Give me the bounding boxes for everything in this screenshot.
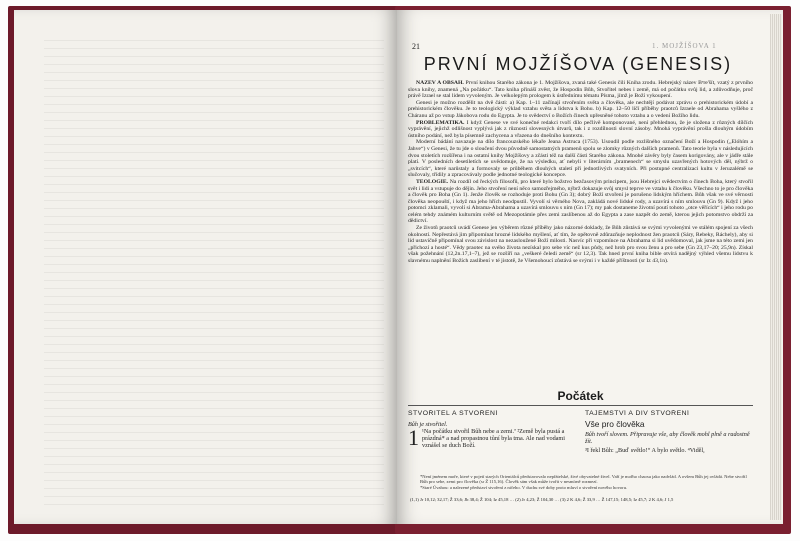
intro-paragraph: PROBLEMATIKA. I když Genese ve své konečné redakci tvoří dílo pečlivě komponované, není přehlednou, že je složena z různých dílčích vyprávění, jejichž odlišnost vyplývá jak z různosti slovesných útvarů, tak i z rozdílnosti slovní zásoby. Mnohá vyprávění prošla dlouhým údobím ústního podání, než byla písemně zachycena a vřazena do dnešního kontextu. bbox=[408, 119, 753, 139]
intro-paragraph: NÁZEV A OBSAH. První knihou Starého zákona je 1. Mojžíšova, zvaná také Genesis čili Kniha zrodu. Hebrejský název Bᵉre'šít, vzatý z prvního slova knihy, znamená „Na počátku“. Tato kniha přináší zvěst, že Hospodin Bůh, Stvořitel nebes i země, má od počátku svůj lid, a zdůvodňuje, proč právě Izrael se stal lidem vyvoleným. Je velkolepým prologem k ústřednímu tématu Písma, jímž je Boží vykoupení. bbox=[408, 80, 753, 100]
introduction bbox=[408, 80, 753, 388]
page-stack-edge bbox=[770, 14, 782, 520]
right-column bbox=[585, 410, 750, 473]
intro-paragraph: Genesi je možno rozdělit na dvě části: a) Kap. 1–11 začínají stvořením světa a člověka, ale nechtějí podávat zprávu o prehistorickém údobí a prehistorickém člověku. Je to teologický výklad vztahu světa a lidstva k Bohu. b) Kap. 12–50 líčí příběhy praotců Izraele od Abrahama vyšlého z Cháranu až po vstup Jákobova rodu do Egypta. Je to svědectví o Božích činech upřesněné tohoto vztahu a o vedení Božího lidu. bbox=[408, 99, 753, 119]
footnote: *Není jménem moře, které v pojetí starých Orientálců představovalo nepřátelské, živé obyvatelné živel. Vaří je mořho chaosu jako nadvlád. A ovšem Bůh jej ovládá. Nebe stvořil Bůh pro sebe, zemi pro člověka (sr Ž 115,16). Člověk sám však může tvořit v nesmírně rozmezí. bbox=[420, 474, 747, 485]
intro-paragraph: Ze životů praotců uvádí Genese jen výběrem různé příběhy jako názorné doklady, že Bůh zůstává se svými vyvolenými ve stálém spojení za všech okolností. Nepřestává jim připomínat hrozné lidského myšlení, ať tím, že opětovně zdůrazňuje neplodnost žen praotců (Sáry, Rebeky, Ráchely), aby si lid ustavičně připomínal svou závislost na nezasloužené Boží milosti. Nasvíc při vzpomínce na Abrahama si lid uvědomoval, jak jsme na této zemi jen „přichozí a hosté“. Vědy praotec na svého života nezískal pro sebe víc než kus půdy, než hrob pro svou ženu a pro sebe (Gn 23,17–20; 25,9n). Získal však požehnání (12,2n.17,1–7), jež se rozšíří na „veškeré čeledi země“ (sr 12,3). Tak hned první kniha bible otvírá nadějný výhled všemu lidstvu k slavnému naplnění Božích zaslíbení v té jistotě, že Všemohoucí zůstává se svými i v každé příštnosti (sr Iz 43,1n). bbox=[408, 225, 753, 265]
column-subheading: Vše pro člověka bbox=[585, 419, 645, 429]
footnote: *Staré Úvahou: a nalezené představí stvoření z ničeho. V duchu své doby proto mluví o stvoření nového hovoru. bbox=[420, 484, 628, 490]
left-page-blank bbox=[14, 10, 397, 524]
book-title: PRVNÍ MOJŽÍŠOVA (GENESIS) bbox=[423, 54, 733, 74]
footnotes bbox=[420, 474, 754, 496]
cross-references: (1,1) Jr 10,12; 32,17; Ž 33,6; Jb 38,4; Ž 104; Iz 45,18 … (2) Jr 4,23; Ž 104,30 … (3) 2 K 4,6; Ž 33,9 … Ž 147,15; 148,5; Iz 45,7; 2 K 4,6; J 1,5 bbox=[410, 497, 674, 502]
intro-paragraph: TEOLOGIE. Na rozdíl od řeckých filosofů, pro které bylo božstvo bezčasovým principem, jsou Hebrejci svědectvím o činech Boha, který stvořil svět i lidi a vstupuje do dějin. Jeho stvoření není něco samozřejmého, nýbrž dokazuje svůj smysl teprve ve vztahu k člověku. Všechno to je pro člověka a člověk pro Boha (Gn 1). Jenže člověk se rozhoduje proti Bohu (Gn 3); dobrý Boží stvoření je porušeno lidským hříchem. Bůh však ve své věrnosti člověka neopouští, i když ma jeho hřích neodpustil. Vyvolí si věrného Nova, zakládá nové lidské rody, a uzavírá s ním smlouvu (Gn 9). Když i jeho potomci zklamali, vyvolí si Abrama-Abrahama a uzavírá smlouvu s ním (Gn 17); my pak dostaneme životní poutí tohoto „otce věřících“ i jeho rodu po celém tehdy známém kulturním světě od Mezopotámie přes zemi zaslíbenou až do Egypta a zase nazpět do země, kterou jejich potomstvo obdrží za dědictví. bbox=[408, 178, 753, 225]
verse-text: ¹Na počátku stvořil Bůh nebe a zemi.ª ²Země byla pustá a prázdná* a nad propastnou tůní byla tma. Ale nad vodami vznášel se duch Boží. bbox=[422, 428, 565, 449]
verse-text: ³I řekl Bůh: „Buď světlo!“ A bylo světlo. ⁴Viděl, bbox=[585, 447, 705, 454]
section-heading: Počátek bbox=[557, 389, 604, 403]
chapter-number: 1 bbox=[408, 425, 419, 450]
bleed-through-text bbox=[44, 40, 384, 510]
column-summary: Bůh tvoří slovem. Připravuje vše, aby člověk mohl plně a radostně žít. bbox=[585, 431, 750, 445]
intro-paragraph: Moderní bádání navazuje na dílo francouzského lékaře Jeana Astruca (1753). Usoudil podle rozlišného označení Boží a Hospodin („Elóhím a Jahve“) v Genesi, že tu jde o sloučení dvou původně samostatných pramenů spolu se zlomky různých dalších pramenů. Tato teorie byla v následujících dvou stoletích rozšířena i na ostatní knihy Mojžíšovy a zčásti též na další části Starého zákona. Mnohé závěry byly časem korigovány, ale v jádře stále platí. V posledních desetiletích se uvědomuje, že na výsledku, ať nebyli v literárním „bramenech“ se smyslu uzavřených hotových děl, nýbrž o „svitcích“, které narůstaly a formovaly se průběhem dlouhých staletí při jednotlivých svatyních. Při postupné centralizaci kultu v Jeruzalémě se slučovaly, třídily a zpracovávaly podle jednotné teologické koncepce. bbox=[408, 139, 753, 179]
section-rule bbox=[408, 405, 753, 406]
left-column bbox=[408, 410, 573, 473]
column-heading: STVOŘITEL A STVOŘENÍ bbox=[408, 410, 498, 417]
column-heading: TAJEMSTVÍ A DIV STVOŘENÍ bbox=[585, 410, 690, 417]
genesis-text bbox=[408, 425, 573, 450]
column-subtitle: Bůh je stvořitel. bbox=[408, 421, 448, 428]
page-number: 21 bbox=[412, 42, 420, 51]
running-head: 1. MOJŽÍŠOVA 1 bbox=[652, 42, 717, 50]
